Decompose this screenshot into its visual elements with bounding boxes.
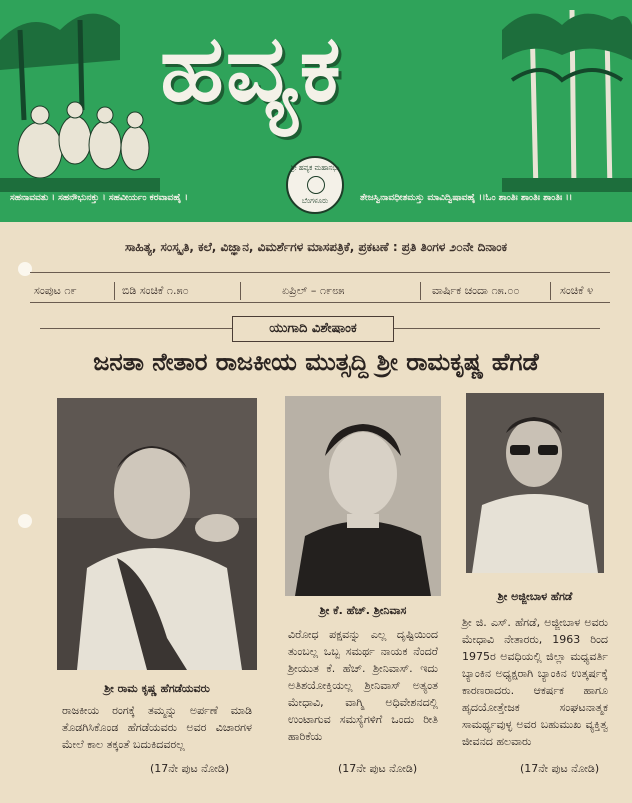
divider (114, 282, 115, 300)
om-icon (307, 176, 325, 194)
see-page-2: (17ನೇ ಪುಟ ನೋಡಿ) (338, 762, 418, 775)
caption-ramakrishna-hegde: ಶ್ರೀ ರಾಮ ಕೃಷ್ಣ ಹೆಗಡೆಯವರು (104, 682, 210, 695)
seal-top-text: ಶ್ರೀ ಹವ್ಯಕ ಮಹಾಸಭಾ (290, 164, 340, 172)
punch-hole (18, 514, 32, 528)
issue-number: ಸಂಚಿಕೆ ೪ (560, 284, 594, 297)
volume-label: ಸಂಪುಟ ೧೯ (34, 284, 77, 297)
column-text-1: ರಾಜಕೀಯ ರಂಗಕ್ಕೆ ತಮ್ಮನ್ನು ಅರ್ಪಣೆ ಮಾಡಿ ತೊಡಗಿಸಿಕೊಂಡ ಹೆಗಡೆಯವರು ಅವರ ವಿಚಾರಗಳ ಮೇಲೆ ಕಾಲ ತಕ್ಕಂತೆ ಬದುಕಿದವರಲ್ಲ (62, 704, 252, 751)
punch-hole (18, 262, 32, 276)
motto-left: ಸಹನಾವವತು । ಸಹನೌಭುನಕ್ತು । ಸಹವೀರ್ಯಂ ಕರವಾವಹೈ । (10, 193, 188, 203)
column-text-3: ಶ್ರೀ ಜಿ. ಎಸ್. ಹೆಗಡೆ, ಅಜ್ಜೀಬಾಳ ಅವರು ಮೇಧಾವಿ ನೇತಾರರು, 1963 ರಿಂದ 1975ರ ಅವಧಿಯಲ್ಲಿ ಜಿಲ್ಲಾ ಮಧ್ಯವರ್ತಿ ಬ್ಯಾಂಕಿನ ಅಧ್ಯಕ್ಷರಾಗಿ ಬ್ಯಾಂಕಿನ ಉತ್ಕರ್ಷಕ್ಕೆ ಕಾರಣರಾದರು. ಆಕರ್ಷಕ ಹಾಗೂ ಹೃದಯೋತ್ತೇಜಕ ಸಂಘಟನಾತ್ಮಕ ಸಾಮರ್ಥ್ಯವುಳ್ಳ ಅವರ ಬಹುಮುಖ ವ್ಯಕ್ತಿತ್ವ ಜೀವನದ ಹಲವಾರು (462, 616, 608, 748)
divider (30, 272, 610, 273)
subscription-label: ವಾರ್ಷಿಕ ಚಂದಾ ೧೫.೦೦ (432, 284, 520, 297)
issue-date: ಏಪ್ರಿಲ್ – ೧೯೮೫ (282, 284, 345, 297)
palm-trees-illustration (502, 0, 632, 192)
photo-k-h-srinivas (285, 396, 441, 596)
see-page-1: (17ನೇ ಪುಟ ನೋಡಿ) (150, 762, 230, 775)
society-seal (286, 156, 344, 214)
caption-k-h-srinivas: ಶ್ರೀ ಕೆ. ಹೆಚ್. ಶ್ರೀನಿವಾಸ (319, 604, 407, 617)
issue-info-bar (30, 282, 610, 300)
masthead (0, 0, 632, 222)
divider (30, 302, 610, 303)
photo-ajjibal-hegde (466, 393, 604, 573)
special-issue-label: ಯುಗಾದಿ ವಿಶೇಷಾಂಕ (232, 316, 394, 342)
photo-ramakrishna-hegde (57, 398, 257, 670)
seal-bottom-text: ಬೆಂಗಳೂರು (301, 197, 329, 205)
motto-right: ತೇಜಸ್ವಿನಾವಧೀತಮಸ್ತು ಮಾವಿದ್ವಿಷಾವಹೈ ।।ಓಂ ಶಾಂತಿಃ ಶಾಂತಿಃ ಶಾಂತಿಃ ।। (360, 193, 573, 203)
divider (240, 282, 241, 300)
subtitle: ಸಾಹಿತ್ಯ, ಸಂಸ್ಕೃತಿ, ಕಲೆ, ವಿಜ್ಞಾನ, ವಿಮರ್ಶೆಗಳ ಮಾಸಪತ್ರಿಕೆ, ಪ್ರಕಟಣೆ : ಪ್ರತಿ ತಿಂಗಳ ೨೦ನೇ ದಿನಾಂಕ (124, 240, 508, 254)
scholars-illustration (0, 0, 160, 192)
column-text-2: ವಿರೋಧ ಪಕ್ಷವನ್ನು ಎಲ್ಲ ದೃಷ್ಟಿಯಿಂದ ತುಂಬಲ್ಲ ಒಬ್ಬ ಸಮರ್ಥ ನಾಯಕ ನೆಂದರೆ ಶ್ರೀಯುತ ಕೆ. ಹೆಚ್. ಶ್ರೀನಿವಾಸ್. ಇದು ಅತಿಶಯೋಕ್ತಿಯಲ್ಲ ಶ್ರೀನಿವಾಸ್ ಅತ್ಯಂತ ಮೇಧಾವಿ, ವಾಗ್ಮಿ ಅಧಿವೇಶನದಲ್ಲಿ ಉಂಟಾಗುವ ಸಮಸ್ಯೆಗಳಿಗೆ ಒಂದು ರೀತಿ ಹಾರಿಕೆಯ (288, 628, 438, 743)
divider (420, 282, 421, 300)
magazine-title: ಹವ್ಯಕ (160, 14, 343, 122)
headline: ಜನತಾ ನೇತಾರ ರಾಜಕೀಯ ಮುತ್ಸದ್ದಿ ಶ್ರೀ ರಾಮಕೃಷ್ಣ ಹೆಗಡೆ (93, 348, 539, 376)
divider (550, 282, 551, 300)
see-page-3: (17ನೇ ಪುಟ ನೋಡಿ) (520, 762, 600, 775)
caption-ajjibal-hegde: ಶ್ರೀ ಅಜ್ಜೀಬಾಳ ಹೆಗಡೆ (497, 590, 573, 603)
price-label: ಬಿಡಿ ಸಂಚಿಕೆ ೧.೫೦ (122, 284, 189, 297)
